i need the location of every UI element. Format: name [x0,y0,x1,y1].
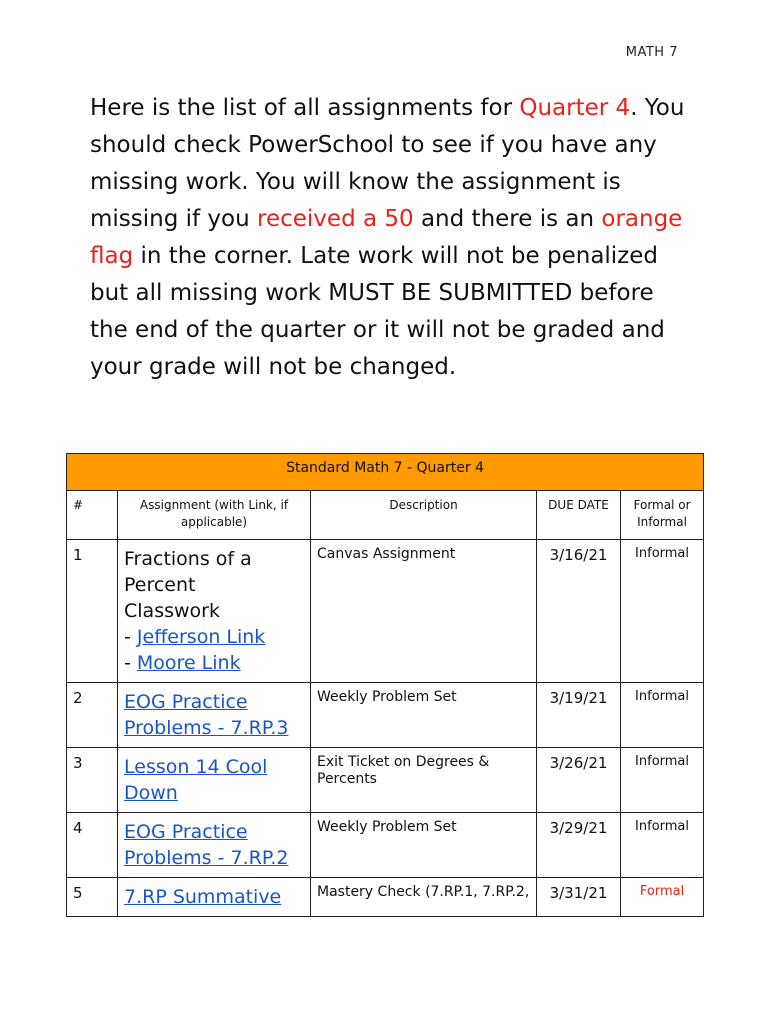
link-text: Down [124,782,178,804]
header-number: # [67,491,118,540]
row-number: 3 [67,748,118,813]
link-text: Lesson 14 Cool [124,756,268,778]
link-line [124,624,304,650]
row-due-date: 3/26/21 [537,748,621,813]
table-row [67,813,704,878]
header-due-date: DUE DATE [537,491,621,540]
intro-text-2: . You should check PowerSchool to see if you have any missing work. You will know the assignment is missing if you [90,95,685,232]
intro-text-3: and there is an [413,206,602,232]
row-type: Informal [621,813,704,878]
moore-link[interactable]: Moore Link [136,652,241,674]
row-number: 1 [67,540,118,683]
link-text: Problems - 7.RP.3 [124,717,289,739]
table-row [67,878,704,917]
row-assignment [118,540,311,683]
row-assignment [118,813,311,878]
assignments-table [66,453,704,917]
row-type: Formal [621,878,704,917]
row-type: Informal [621,748,704,813]
table-header-row [67,491,704,540]
link-text: EOG Practice [124,691,248,713]
row-due-date: 3/29/21 [537,813,621,878]
row-description: Canvas Assignment [311,540,537,683]
row-number: 5 [67,878,118,917]
header-description: Description [311,491,537,540]
intro-text-1: Here is the list of all assignments for [90,95,520,121]
intro-text-4: in the corner. Late work will not be penalized but all missing work MUST BE SUBMITTED before the end of the quarter or it will not be graded and your grade will not be changed. [90,243,665,380]
table-row [67,683,704,748]
page-header-label: MATH 7 [625,45,678,60]
eog-practice-rp3-link[interactable] [124,691,288,739]
intro-highlight-received: received a 50 [257,206,414,232]
table-row [67,748,704,813]
row-description: Weekly Problem Set [311,813,537,878]
row-number: 4 [67,813,118,878]
row-description: Weekly Problem Set [311,683,537,748]
eog-practice-rp2-link[interactable] [124,821,288,869]
intro-highlight-flag: orange flag [90,206,683,269]
assignment-text: Classwork [124,600,220,622]
assignment-text: Fractions of a [124,548,252,570]
link-text: EOG Practice [124,821,248,843]
row-number: 2 [67,683,118,748]
table-title: Standard Math 7 - Quarter 4 [67,454,704,491]
link-prefix: - [124,652,137,674]
rp-summative-link[interactable]: 7.RP Summative [124,886,282,908]
row-type: Informal [621,683,704,748]
row-description: Exit Ticket on Degrees & Percents [311,748,537,813]
header-assignment: Assignment (with Link, if applicable) [118,491,311,540]
link-line [124,650,304,676]
intro-paragraph [90,90,690,386]
assignment-text: Percent [124,574,196,596]
intro-highlight-quarter: Quarter 4 [519,95,631,121]
row-assignment [118,683,311,748]
row-due-date: 3/16/21 [537,540,621,683]
link-prefix: - [124,626,137,648]
table-title-row [67,454,704,491]
table-row [67,540,704,683]
row-due-date: 3/19/21 [537,683,621,748]
link-text: Problems - 7.RP.2 [124,847,289,869]
row-due-date: 3/31/21 [537,878,621,917]
lesson-14-cool-down-link[interactable] [124,756,267,804]
jefferson-link[interactable]: Jefferson Link [136,626,266,648]
header-type: Formal or Informal [621,491,704,540]
row-description: Mastery Check (7.RP.1, 7.RP.2, [311,878,537,917]
row-assignment [118,878,311,917]
row-assignment [118,748,311,813]
row-type: Informal [621,540,704,683]
